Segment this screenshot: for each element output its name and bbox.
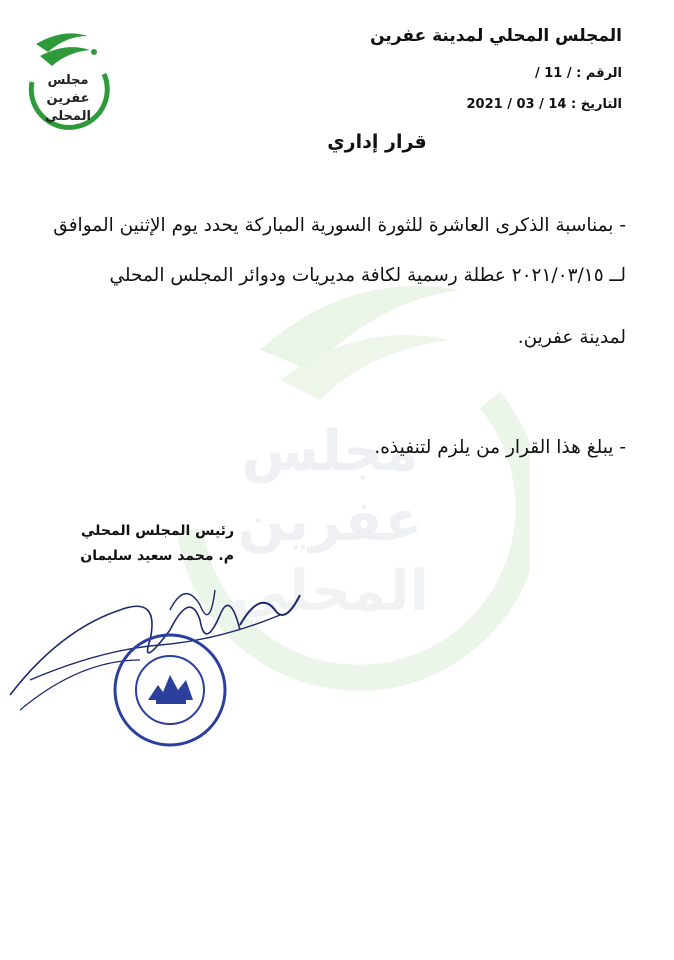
council-name: المجلس المحلي لمدينة عفرين — [370, 26, 622, 46]
logo-text-1: مجلس — [47, 73, 89, 88]
svg-text:مجلس: مجلس — [241, 419, 419, 484]
logo-text-2: عفرين — [46, 91, 90, 106]
svg-text:عفرين: عفرين — [237, 489, 423, 554]
signatory-name: م. محمد سعيد سليمان — [80, 548, 234, 564]
paragraph-1-line-3: لمدينة عفرين. — [517, 327, 626, 348]
council-logo — [18, 22, 114, 144]
title-wrapper — [0, 131, 674, 153]
signatory-title: رئيس المجلس المحلي — [80, 523, 234, 539]
paragraph-2: - يبلغ هذا القرار من يلزم لتنفيذه. — [374, 437, 626, 458]
paragraph-1-line-2: لــ ٢٠٢١/٠٣/١٥ عطلة رسمية لكافة مديريات ودوائر المجلس المحلي — [109, 265, 626, 286]
svg-text:المحلي: المحلي — [231, 559, 429, 624]
document-title: قرار إداري — [327, 131, 427, 153]
official-stamp — [108, 630, 233, 750]
logo-text-3: المحلي — [45, 109, 91, 124]
reference-number: الرقم : / 11 / — [534, 66, 622, 81]
paragraph-1-line-1: - بمناسبة الذكرى العاشرة للثورة السورية المباركة يحدد يوم الإثنين الموافق — [53, 215, 626, 236]
document-date: التاريخ : 14 / 03 / 2021 — [466, 97, 622, 112]
